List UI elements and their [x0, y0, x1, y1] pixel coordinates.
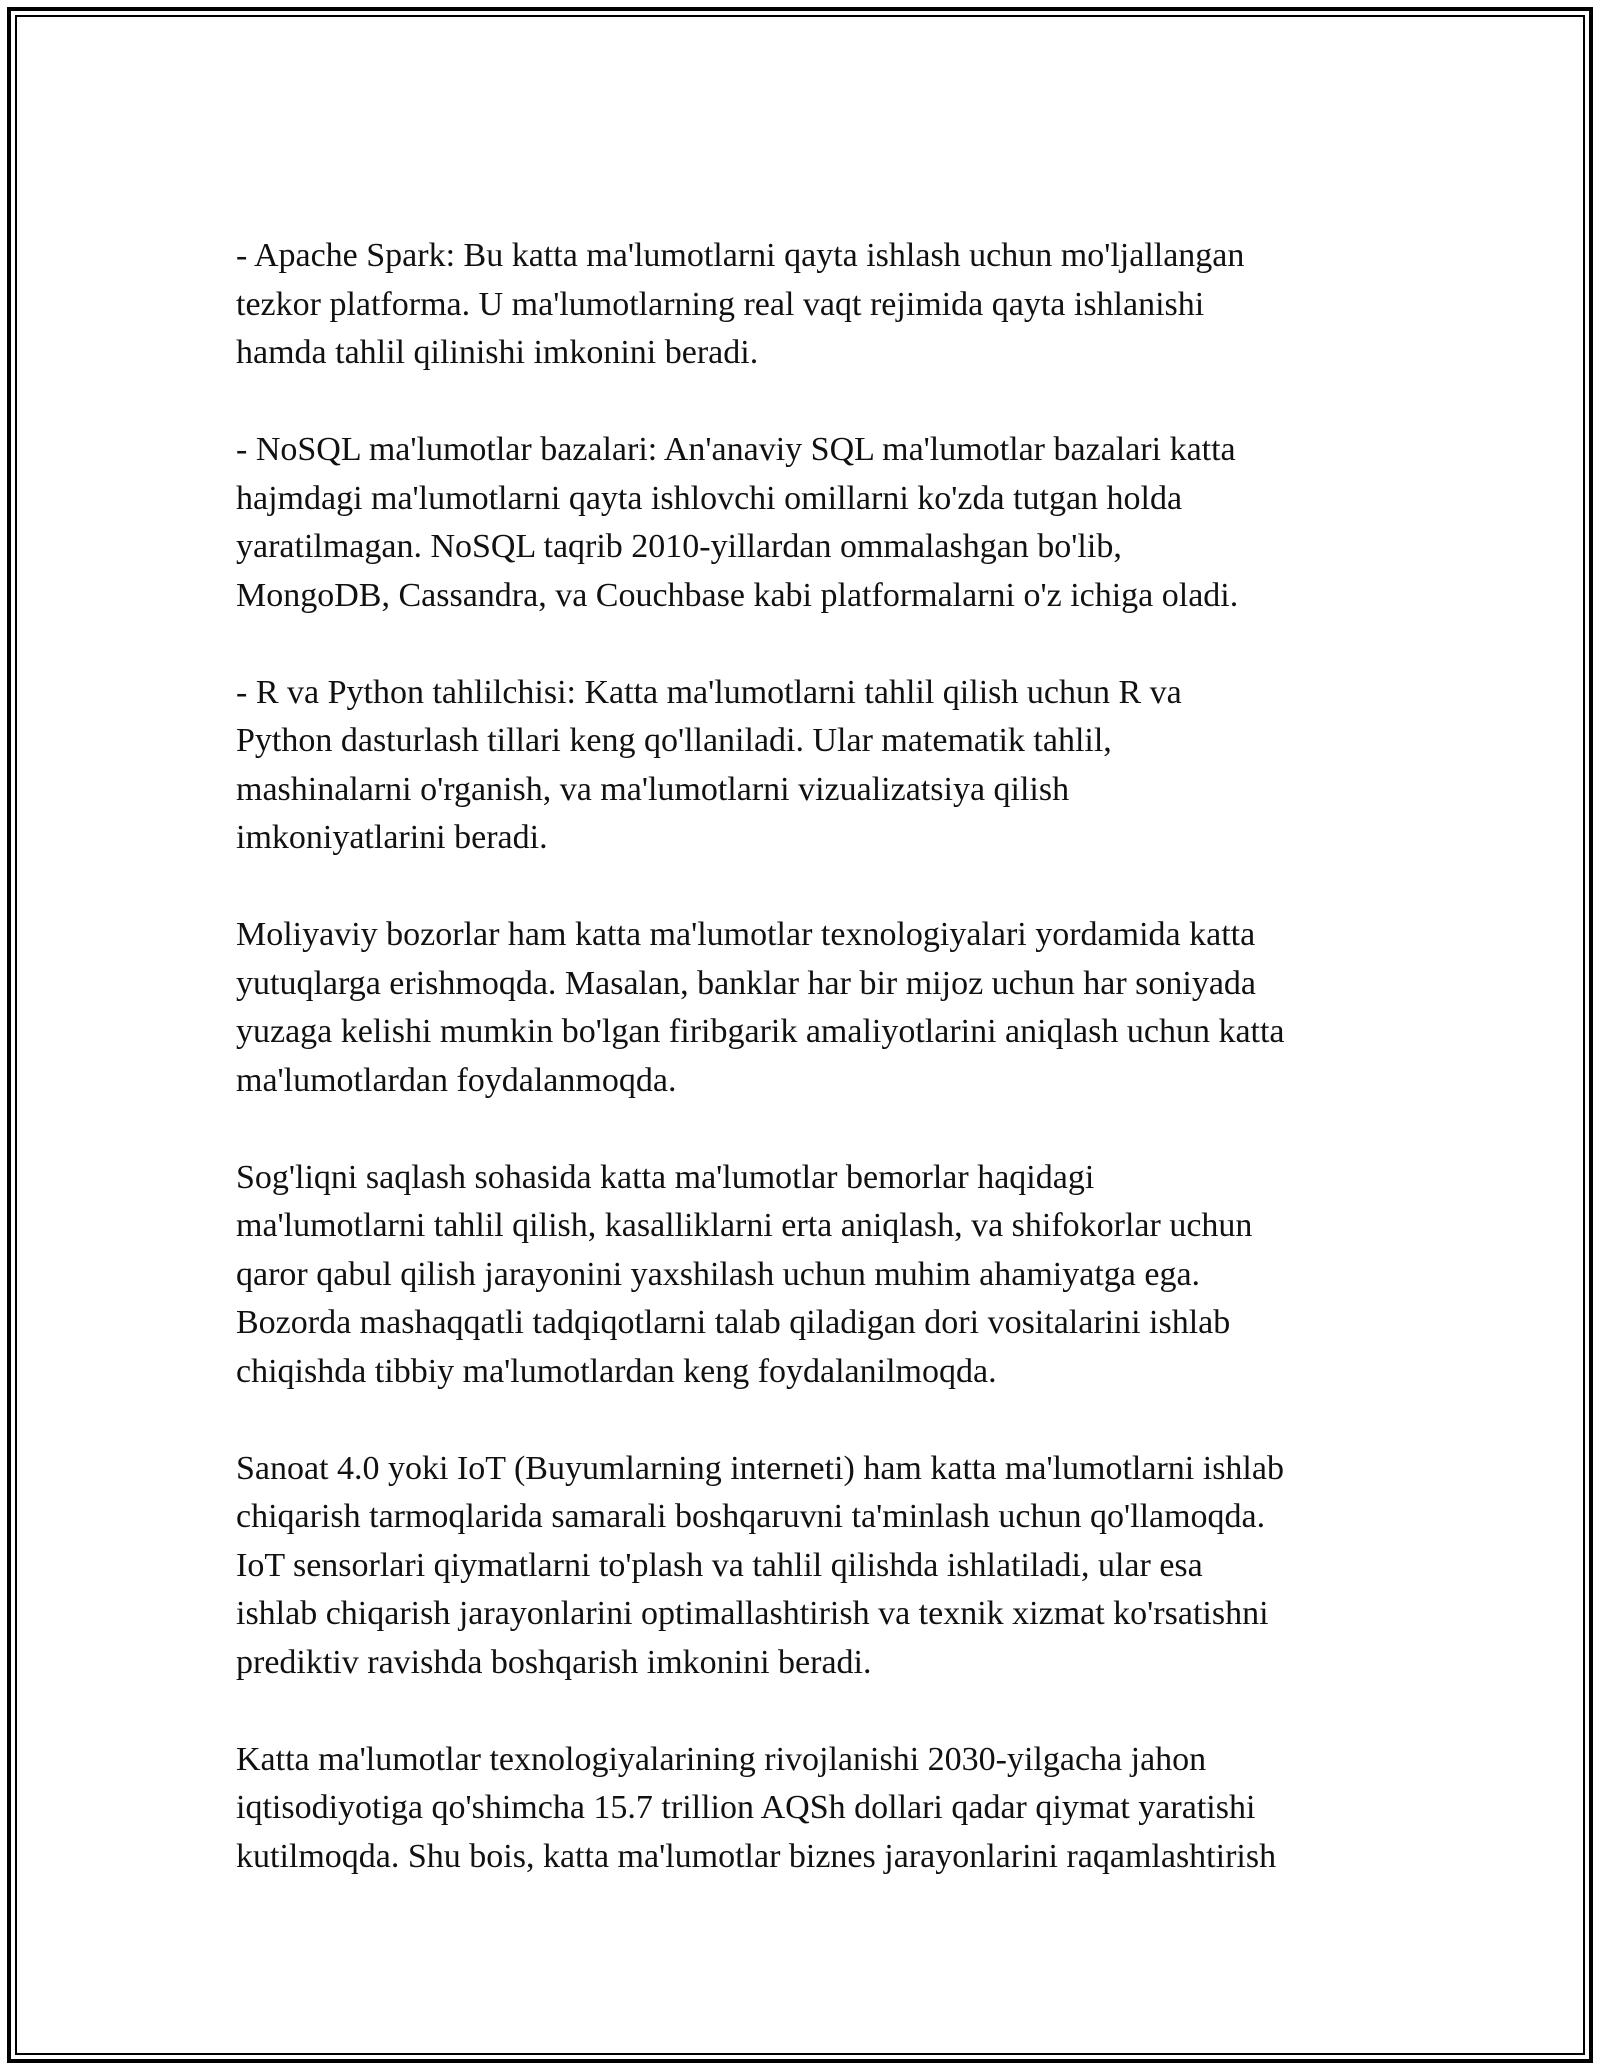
text-line: Sog'liqni saqlash sohasida katta ma'lumotlar bemorlar haqidagi: [236, 1158, 1095, 1196]
text-line: iqtisodiyotiga qo'shimcha 15.7 trillion AQSh dollari qadar qiymat yaratishi: [236, 1789, 1256, 1826]
text-line: ma'lumotlarni tahlil qilish, kasalliklarni erta aniqlash, va shifokorlar uchun: [236, 1207, 1253, 1244]
text-line: mashinalarni o'rganish, va ma'lumotlarni vizualizatsiya qilish: [236, 770, 1070, 808]
text-line: hajmdagi ma'lumotlarni qayta ishlovchi omillarni ko'zda tutgan holda: [236, 479, 1183, 517]
text-line: ma'lumotlardan foydalanmoqda.: [236, 1061, 677, 1099]
text-line: hamda tahlil qilinishi imkonini beradi.: [236, 334, 759, 371]
text-line: chiqishda tibbiy ma'lumotlardan keng foydalanilmoqda.: [236, 1352, 997, 1390]
text-line: Python dasturlash tillari keng qo'llaniladi. Ular matematik tahlil,: [236, 722, 1112, 759]
paragraph-nosql: [236, 426, 1396, 620]
text-line: MongoDB, Cassandra, va Couchbase kabi platformalarni o'z ichiga oladi.: [236, 576, 1239, 614]
text-line: Sanoat 4.0 yoki IoT (Buyumlarning interneti) ham katta ma'lumotlarni ishlab: [236, 1449, 1284, 1487]
text-line: Katta ma'lumotlar texnologiyalarining rivojlanishi 2030-yilgacha jahon: [236, 1740, 1207, 1778]
text-line: prediktiv ravishda boshqarish imkonini beradi.: [236, 1643, 872, 1681]
text-line: qaror qabul qilish jarayonini yaxshilash uchun muhim ahamiyatga ega.: [236, 1255, 1201, 1293]
text-line: tezkor platforma. U ma'lumotlarning real vaqt rejimida qayta ishlanishi: [236, 285, 1205, 323]
text-line: Bozorda mashaqqatli tadqiqotlarni talab qiladigan dori vositalarini ishlab: [236, 1304, 1231, 1341]
paragraph-industry-iot: [236, 1445, 1396, 1688]
text-line: - NoSQL ma'lumotlar bazalari: An'anaviy SQL ma'lumotlar bazalari katta: [236, 431, 1236, 468]
text-line: - Apache Spark: Bu katta ma'lumotlarni qayta ishlash uchun mo'ljallangan: [236, 237, 1245, 274]
document-body: [236, 232, 1396, 1881]
text-line: yaratilmagan. NoSQL taqrib 2010-yillardan ommalashgan bo'lib,: [236, 528, 1122, 565]
text-line: yutuqlarga erishmoqda. Masalan, banklar har bir mijoz uchun har soniyada: [236, 964, 1257, 1002]
text-line: Moliyaviy bozorlar ham katta ma'lumotlar texnologiyalari yordamida katta: [236, 916, 1256, 953]
text-line: imkoniyatlarini beradi.: [236, 819, 548, 856]
text-line: - R va Python tahlilchisi: Katta ma'lumotlarni tahlil qilish uchun R va: [236, 673, 1182, 711]
text-line: chiqarish tarmoqlarida samarali boshqaruvni ta'minlash uchun qo'llamoqda.: [236, 1498, 1266, 1535]
text-line: ishlab chiqarish jarayonlarini optimallashtirish va texnik xizmat ko'rsatishni: [236, 1595, 1269, 1632]
paragraph-economic-outlook: [236, 1736, 1396, 1882]
paragraph-healthcare: [236, 1154, 1396, 1397]
paragraph-r-python: [236, 669, 1396, 863]
text-line: IoT sensorlari qiymatlarni to'plash va tahlil qilishda ishlatiladi, ular esa: [236, 1546, 1203, 1584]
text-line: kutilmoqda. Shu bois, katta ma'lumotlar biznes jarayonlarini raqamlashtirish: [236, 1837, 1277, 1875]
paragraph-apache-spark: [236, 232, 1396, 378]
text-line: yuzaga kelishi mumkin bo'lgan firibgarik amaliyotlarini aniqlash uchun katta: [236, 1013, 1285, 1050]
paragraph-financial-markets: [236, 911, 1396, 1105]
